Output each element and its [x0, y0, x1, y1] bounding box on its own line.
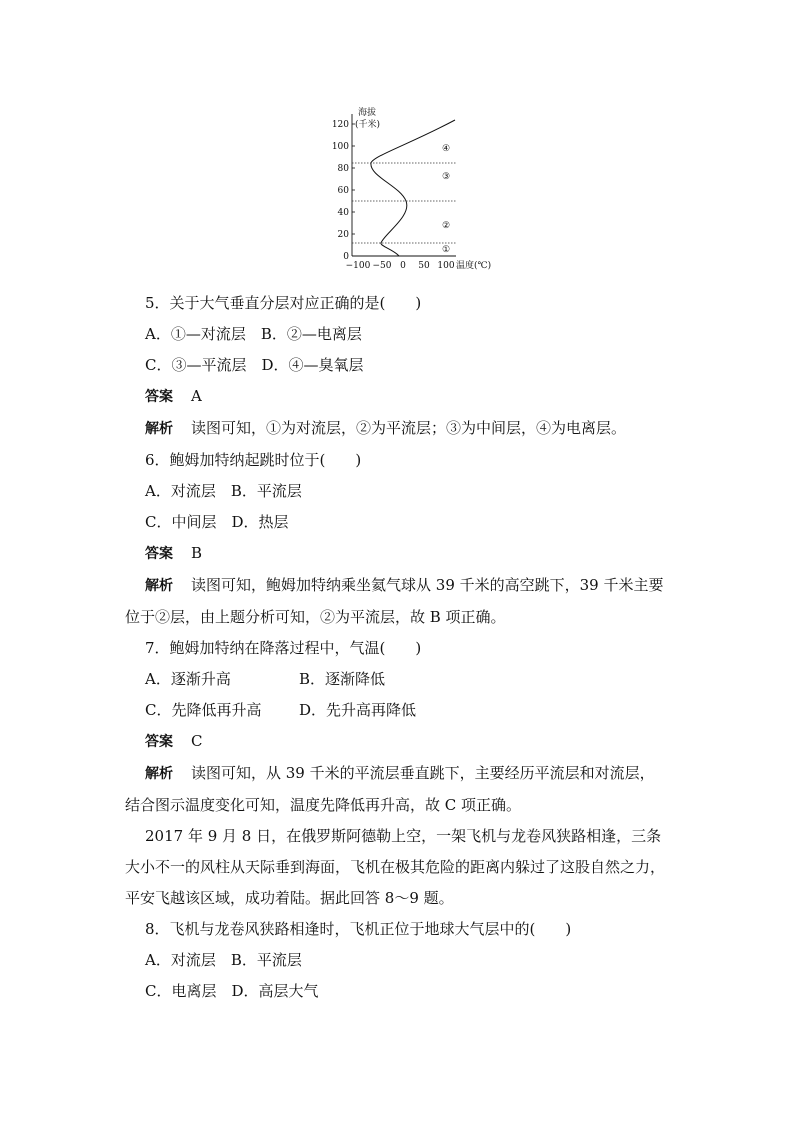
atmosphere-temperature-figure — [328, 104, 498, 274]
option-b: B．平流层 — [230, 482, 302, 500]
option-c: C．先降低再升高 — [145, 701, 262, 719]
y-tick-label: 60 — [337, 186, 349, 196]
question-6-answer — [145, 538, 685, 570]
question-5-options-ab — [145, 319, 685, 350]
option-d: D．热层 — [231, 513, 289, 531]
y-tick-label: 100 — [331, 142, 349, 152]
x-tick-label: 50 — [418, 261, 430, 271]
question-7-options-ab — [145, 664, 685, 695]
temperature-curve — [371, 120, 455, 256]
temperature-profile-svg — [328, 104, 498, 274]
layer-label-4: ④ — [442, 144, 451, 154]
y-tick-label: 80 — [337, 164, 349, 174]
analysis-label: 解析 — [145, 578, 173, 594]
option-b: B．②—电离层 — [260, 325, 362, 343]
passage-line-3: 平安飞越该区域，成功着陆。据此回答 8～9 题。 — [125, 889, 454, 907]
analysis-text: 读图可知，从 39 千米的平流层垂直跳下，主要经历平流层和对流层， — [191, 764, 655, 782]
option-b: B．逐渐降低 — [299, 670, 386, 688]
x-tick-label: 100 — [437, 261, 455, 271]
answer-value: A — [191, 387, 202, 405]
question-5-answer — [145, 381, 685, 413]
analysis-text: 读图可知，鲍姆加特纳乘坐氦气球从 39 千米的高空跳下，39 千米主要 — [191, 576, 664, 594]
question-7-analysis-line-2: 结合图示温度变化可知，温度先降低再升高，故 C 项正确。 — [125, 796, 522, 814]
question-8-stem: 8．飞机与龙卷风狭路相逢时，飞机正位于地球大气层中的( ) — [145, 920, 572, 938]
question-5-options-cd — [145, 350, 685, 381]
question-7-analysis-line-1 — [145, 758, 685, 790]
question-6-stem: 6．鲍姆加特纳起跳时位于( ) — [145, 451, 362, 469]
analysis-text: 读图可知，①为对流层，②为平流层；③为中间层，④为电离层。 — [191, 419, 627, 437]
option-a: A．①—对流层 — [145, 325, 246, 343]
question-6-analysis-line-1 — [145, 570, 685, 602]
layer-label-2: ② — [442, 221, 451, 231]
y-tick-label: 0 — [343, 252, 349, 262]
option-c: C．电离层 — [145, 982, 217, 1000]
answer-label: 答案 — [145, 389, 173, 405]
question-6-analysis-line-2: 位于②层，由上题分析可知，②为平流层，故 B 项正确。 — [125, 608, 506, 626]
x-tick-label: −50 — [372, 261, 392, 271]
y-tick-label: 40 — [337, 208, 349, 218]
y-tick-label: 120 — [331, 120, 349, 130]
question-6-options-cd — [145, 507, 685, 538]
x-axis-unit: 温度(℃) — [456, 261, 492, 271]
question-8-options-cd — [145, 976, 685, 1007]
analysis-label: 解析 — [145, 766, 173, 782]
answer-value: C — [191, 732, 203, 750]
x-tick-label: −100 — [345, 261, 371, 271]
y-axis-title-2: (千米) — [355, 120, 381, 130]
layer-label-3: ③ — [442, 172, 451, 182]
question-7-answer — [145, 726, 685, 758]
option-c: C．中间层 — [145, 513, 217, 531]
option-a: A．对流层 — [145, 951, 216, 969]
option-a: A．逐渐升高 — [145, 670, 231, 688]
question-7-stem: 7．鲍姆加特纳在降落过程中，气温( ) — [145, 639, 422, 657]
option-b: B．平流层 — [230, 951, 302, 969]
layer-label-1: ① — [442, 245, 451, 255]
passage-line-1: 2017 年 9 月 8 日，在俄罗斯阿德勒上空，一架飞机与龙卷风狭路相逢，三条 — [145, 827, 662, 845]
answer-label: 答案 — [145, 734, 173, 750]
answer-value: B — [191, 544, 203, 562]
question-content — [125, 288, 685, 1007]
question-8-options-ab — [145, 945, 685, 976]
question-5-analysis — [145, 413, 685, 445]
analysis-label: 解析 — [145, 421, 173, 437]
option-a: A．对流层 — [145, 482, 216, 500]
option-c: C．③—平流层 — [145, 356, 247, 374]
question-5-stem: 5．关于大气垂直分层对应正确的是( ) — [145, 294, 422, 312]
option-d: D．先升高再降低 — [299, 701, 417, 719]
answer-label: 答案 — [145, 546, 173, 562]
y-axis-title-1: 海拔 — [358, 108, 377, 118]
option-d: D．④—臭氧层 — [261, 356, 364, 374]
passage-line-2: 大小不一的风柱从天际垂到海面，飞机在极其危险的距离内躲过了这股自然之力， — [125, 858, 666, 876]
question-7-options-cd — [145, 695, 685, 726]
x-tick-label: 0 — [400, 261, 406, 271]
question-6-options-ab — [145, 476, 685, 507]
y-tick-label: 20 — [337, 230, 349, 240]
option-d: D．高层大气 — [231, 982, 319, 1000]
